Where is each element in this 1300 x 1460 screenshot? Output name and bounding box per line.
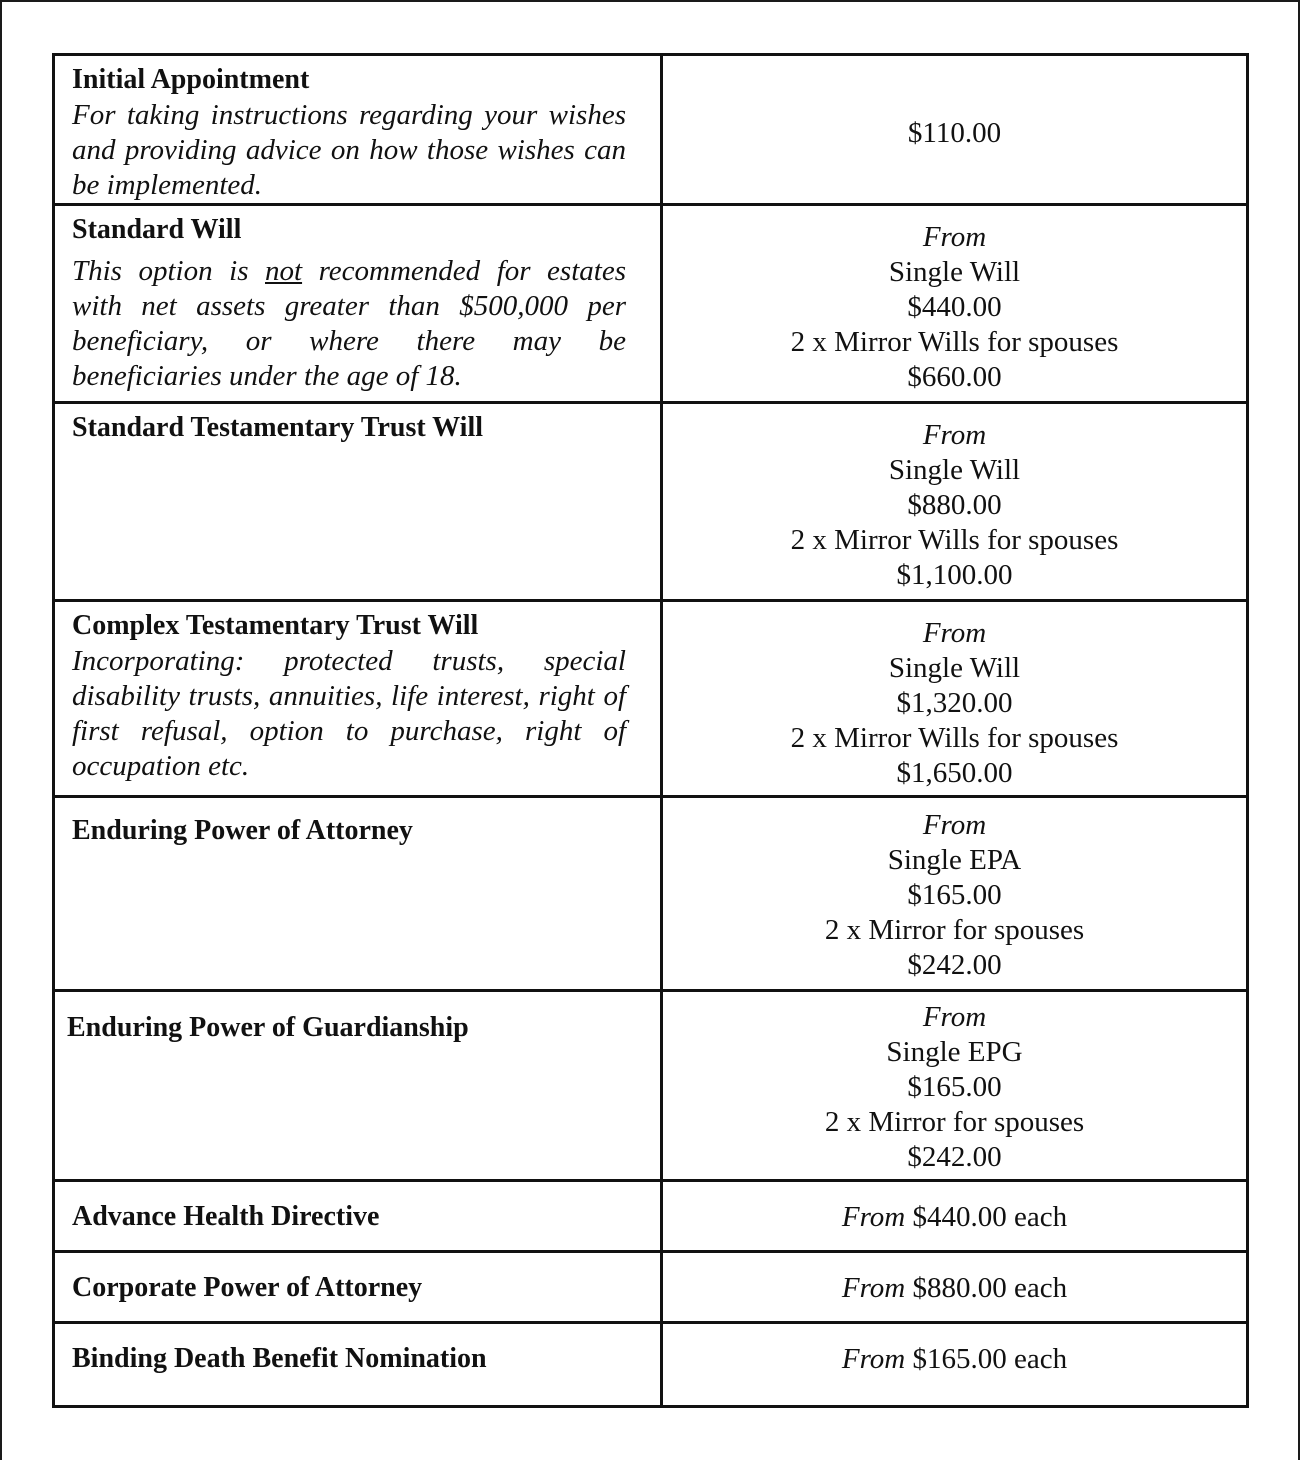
service-title: Standard Will — [72, 214, 242, 245]
table-row — [54, 797, 1248, 991]
service-description: Incorporating: protected trusts, special disability trusts, annuities, life interest, right of first refusal, option to purchase, right of occupation etc. — [72, 645, 626, 782]
table-row — [54, 403, 1248, 601]
service-title: Advance Health Directive — [72, 1201, 380, 1232]
fee-from-label: From — [841, 1201, 906, 1233]
table-row — [54, 1323, 1248, 1407]
fee-cell — [662, 403, 1248, 601]
description-emphasis: not — [265, 255, 303, 287]
fee-mirror-price: $242.00 — [907, 1141, 1002, 1173]
fee-single-label: Single EPA — [887, 844, 1022, 876]
fee-price: $880.00 each — [912, 1272, 1068, 1304]
fee-from-label: From — [922, 809, 987, 841]
service-cell — [54, 205, 662, 403]
fee-mirror-label: 2 x Mirror Wills for spouses — [790, 326, 1119, 358]
service-title: Standard Testamentary Trust Will — [72, 412, 484, 443]
fee-cell — [662, 991, 1248, 1181]
service-title: Complex Testamentary Trust Will — [72, 610, 479, 641]
fee-price-line — [663, 1182, 1246, 1235]
table-row — [54, 991, 1248, 1181]
fee-price-line — [663, 1253, 1246, 1306]
service-description: For taking instructions regarding your wishes and providing advice on how those wishes can be implemented. — [72, 99, 626, 201]
fee-from-label: From — [841, 1272, 906, 1304]
service-cell — [54, 403, 662, 601]
description-text: This option is — [72, 255, 265, 287]
fee-cell — [662, 205, 1248, 403]
service-title: Enduring Power of Attorney — [72, 815, 413, 846]
table-row — [54, 1181, 1248, 1252]
fee-price: $110.00 — [907, 117, 1002, 149]
service-cell — [54, 55, 662, 205]
fee-single-label: Single EPG — [886, 1036, 1023, 1068]
fee-schedule-table — [52, 53, 1249, 1408]
table-row — [54, 205, 1248, 403]
fee-cell — [662, 1252, 1248, 1323]
fee-mirror-price: $1,100.00 — [896, 559, 1013, 591]
fee-from-label: From — [922, 221, 987, 253]
fee-single-price: $880.00 — [907, 489, 1002, 521]
service-cell — [54, 1323, 662, 1407]
fee-cell — [662, 601, 1248, 797]
fee-single-label: Single Will — [888, 256, 1021, 288]
fee-single-price: $165.00 — [907, 1071, 1002, 1103]
fee-cell — [662, 55, 1248, 205]
fee-mirror-price: $1,650.00 — [896, 757, 1013, 789]
fee-mirror-price: $242.00 — [907, 949, 1002, 981]
fee-cell — [662, 1181, 1248, 1252]
fee-single-label: Single Will — [888, 652, 1021, 684]
fee-from-label: From — [841, 1343, 906, 1375]
fee-single-label: Single Will — [888, 454, 1021, 486]
service-description — [72, 254, 626, 394]
service-cell — [54, 797, 662, 991]
fee-mirror-label: 2 x Mirror Wills for spouses — [790, 524, 1119, 556]
table-row — [54, 55, 1248, 205]
service-title: Binding Death Benefit Nomination — [72, 1343, 487, 1374]
fee-mirror-label: 2 x Mirror for spouses — [824, 1106, 1085, 1138]
fee-cell — [662, 1323, 1248, 1407]
fee-mirror-label: 2 x Mirror for spouses — [824, 914, 1085, 946]
fee-from-label: From — [922, 419, 987, 451]
service-cell — [54, 991, 662, 1181]
fee-price: $440.00 each — [912, 1201, 1068, 1233]
service-title: Enduring Power of Guardianship — [67, 1012, 469, 1043]
table-row — [54, 1252, 1248, 1323]
service-cell — [54, 1252, 662, 1323]
description-text: recommended for estates with net assets greater than $500,000 per beneficiary, or where there may be beneficiaries under the age of 18. — [72, 255, 626, 392]
service-cell — [54, 601, 662, 797]
fee-from-label: From — [922, 617, 987, 649]
service-cell — [54, 1181, 662, 1252]
fee-price: $165.00 each — [912, 1343, 1068, 1375]
table-row — [54, 601, 1248, 797]
fee-mirror-price: $660.00 — [907, 361, 1002, 393]
fee-mirror-label: 2 x Mirror Wills for spouses — [790, 722, 1119, 754]
fee-from-label: From — [922, 1001, 987, 1033]
fee-cell — [662, 797, 1248, 991]
service-title: Corporate Power of Attorney — [72, 1272, 423, 1303]
service-title: Initial Appointment — [72, 64, 310, 95]
fee-single-price: $165.00 — [907, 879, 1002, 911]
fee-single-price: $1,320.00 — [896, 687, 1013, 719]
fee-price-line — [663, 1324, 1246, 1377]
fee-single-price: $440.00 — [907, 291, 1002, 323]
